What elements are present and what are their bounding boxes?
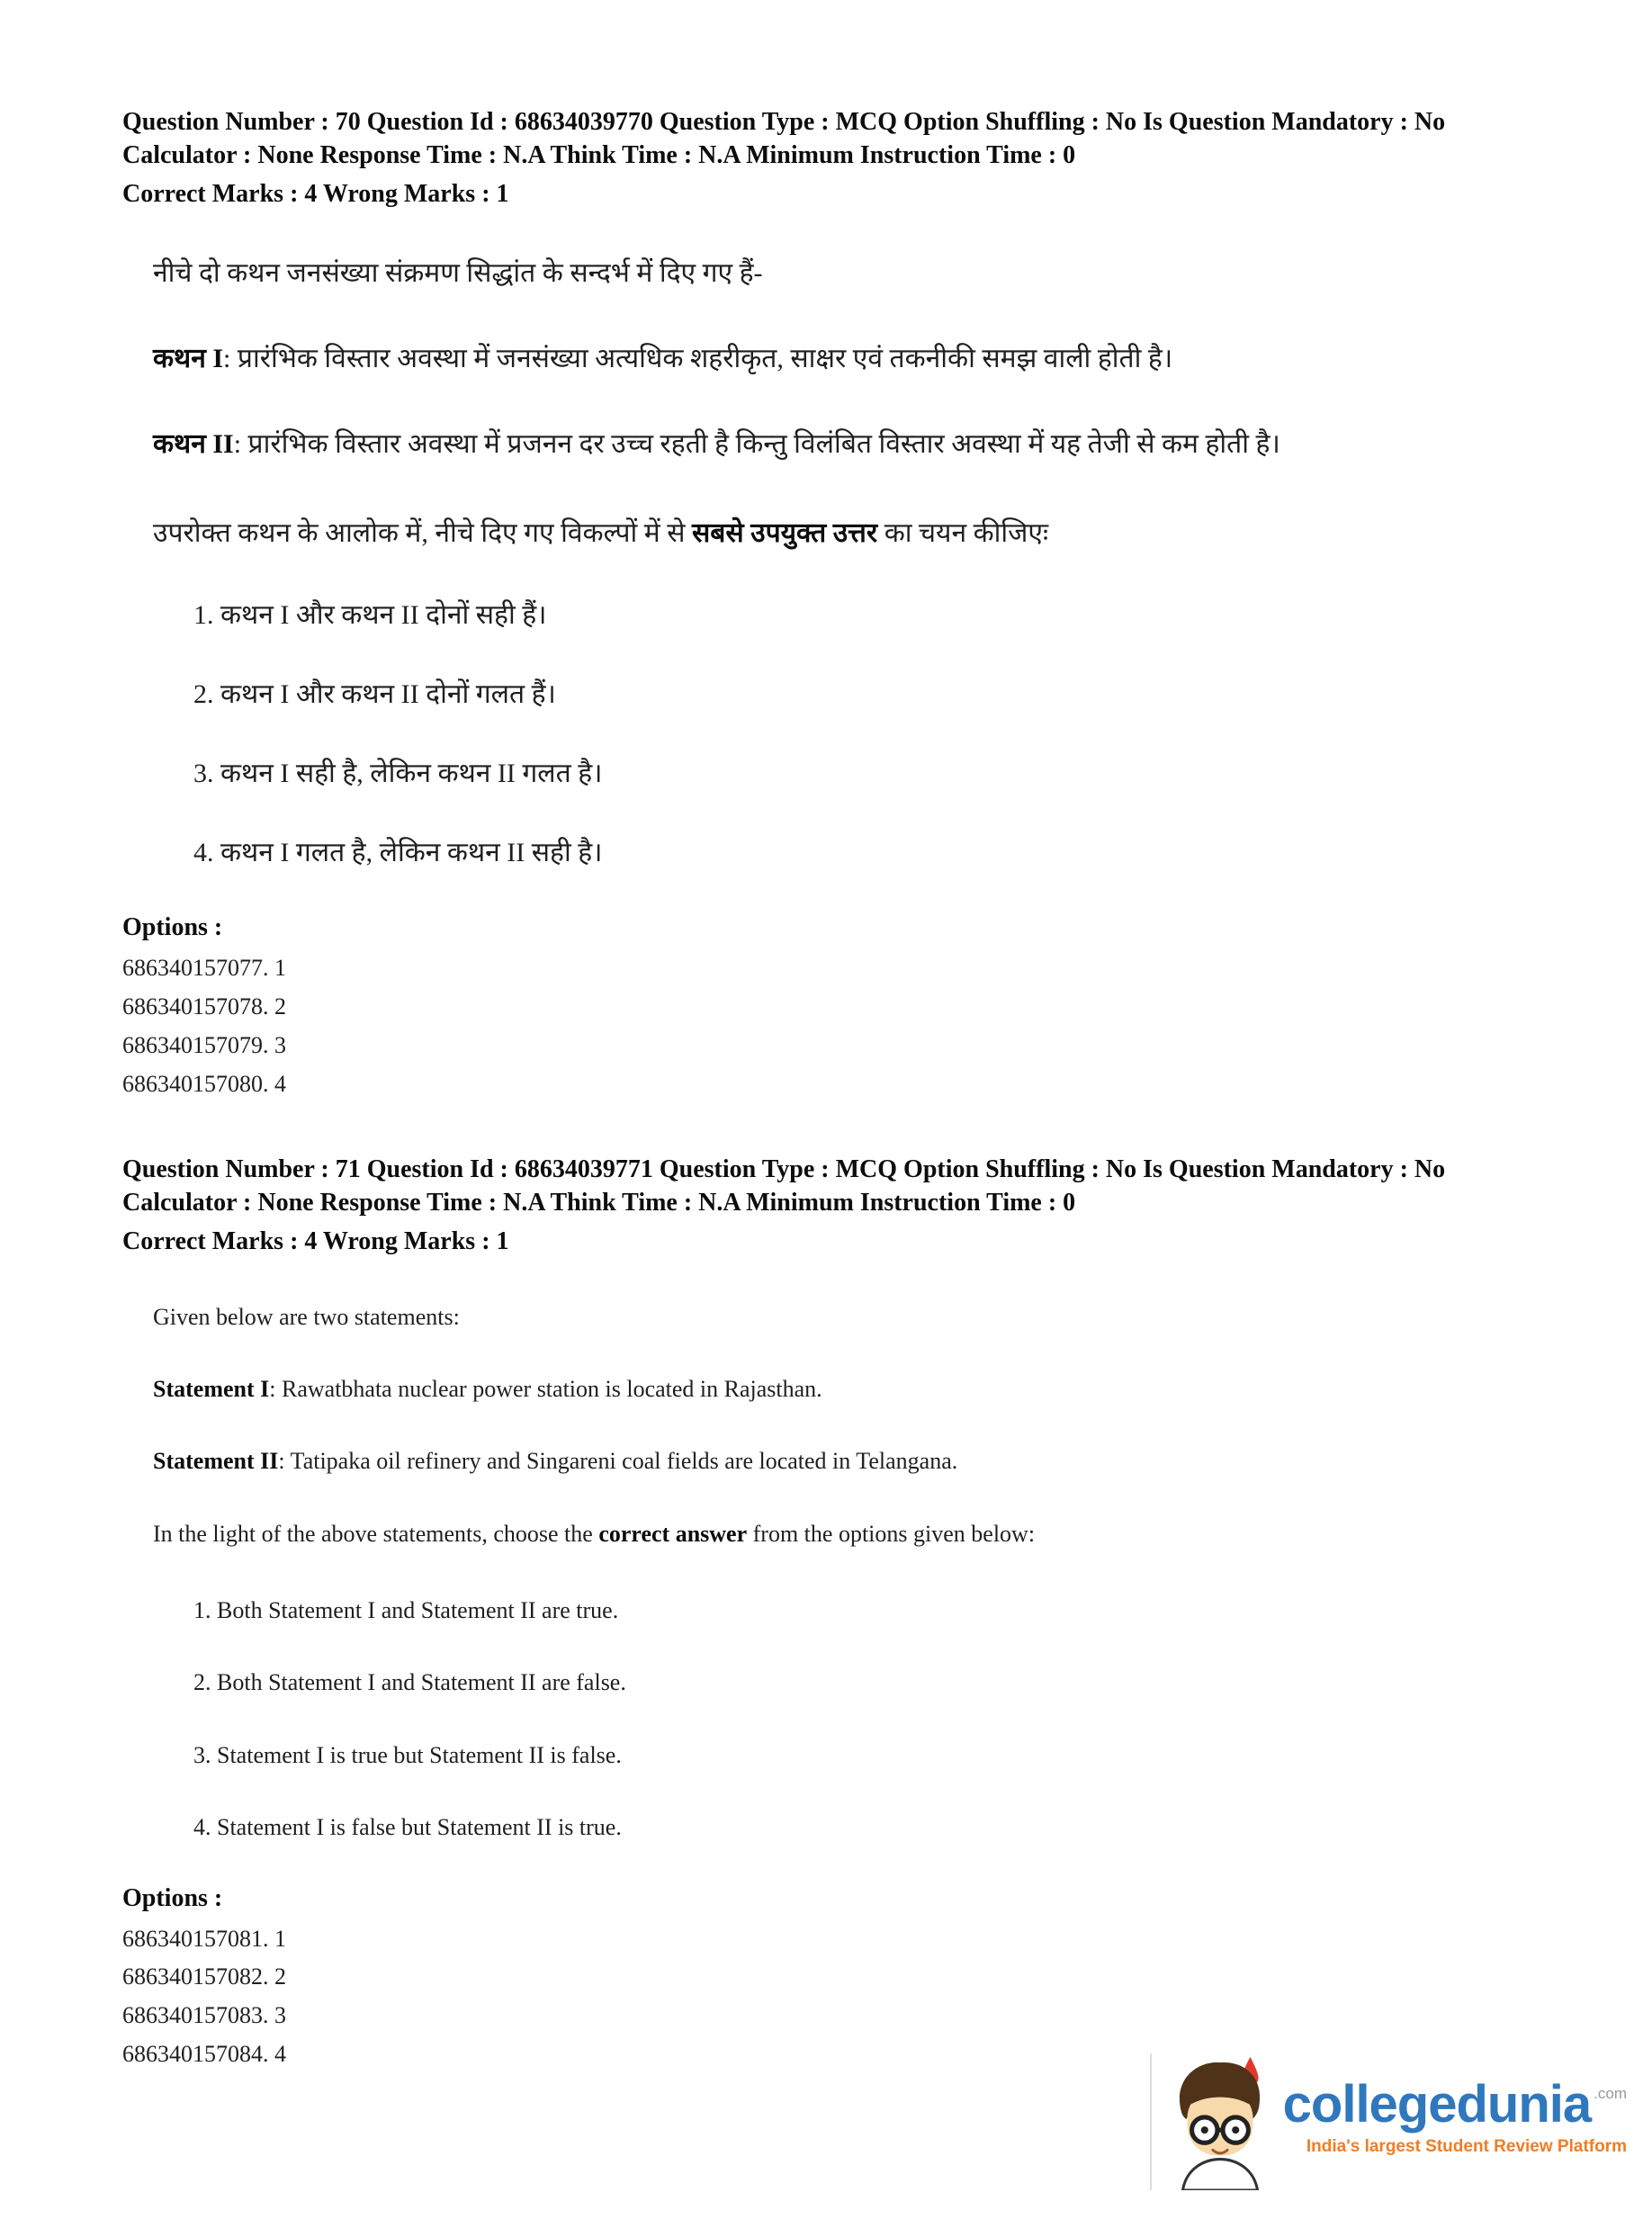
choice-item: 3. कथन I सही है, लेकिन कथन II गलत है।: [193, 758, 603, 788]
choice-item: 4. कथन I गलत है, लेकिन कथन II सही है।: [193, 837, 603, 867]
choice-item: 1. कथन I और कथन II दोनों सही हैं।: [193, 599, 547, 630]
question-body: [153, 253, 1544, 872]
choice-item: 2. कथन I और कथन II दोनों गलत हैं।: [193, 678, 556, 709]
options-label: Options :: [122, 912, 223, 941]
option-id-item: 686340157077. 1: [122, 954, 286, 981]
option-id-item: 686340157080. 4: [122, 1070, 286, 1097]
question-intro: नीचे दो कथन जनसंख्या संक्रमण सिद्धांत के सन्दर्भ में दिए गए हैं-: [153, 257, 763, 288]
option-id-item: 686340157078. 2: [122, 993, 286, 1020]
choice-list: [193, 597, 1544, 872]
choice-item: 1. Both Statement I and Statement II are true.: [193, 1597, 619, 1624]
question-body: [153, 1300, 1544, 1844]
brand-block: [1282, 2074, 1627, 2167]
choice-item: 2. Both Statement I and Statement II are false.: [193, 1669, 626, 1696]
brand-domain-suffix: .com: [1594, 2084, 1627, 2102]
marks-line: Correct Marks : 4 Wrong Marks : 1: [122, 1227, 509, 1256]
mascot-icon: [1170, 2053, 1270, 2190]
statement-text: : Rawatbhata nuclear power station is located in Rajasthan.: [269, 1375, 822, 1402]
statement-label: कथन II: [153, 428, 234, 459]
option-id-item: 686340157084. 4: [122, 2041, 286, 2068]
instruction-emphasis: सबसे उपयुक्त उत्तर: [691, 517, 878, 548]
option-id-item: 686340157081. 1: [122, 1925, 286, 1952]
choice-list: [193, 1595, 1544, 1845]
question-meta-header: Question Number : 71 Question Id : 68634039771 Question Type : MCQ Option Shuffling : No Is Question Mandatory : No Calculator : None Response Time : N.A Think Time : N.A Minimum Instruction Time : 0: [122, 1155, 1446, 1217]
option-id-list: [122, 949, 1544, 1104]
option-id-list: [122, 1920, 1544, 2075]
instruction-suffix: का चयन कीजिएः: [877, 517, 1049, 548]
options-label: Options :: [122, 1883, 223, 1912]
instruction-prefix: उपरोक्त कथन के आलोक में, नीचे दिए गए विकल्पों में से: [153, 517, 692, 548]
choice-item: 4. Statement I is false but Statement II is true.: [193, 1814, 622, 1841]
statement-label: Statement I: [153, 1375, 270, 1402]
marks-line: Correct Marks : 4 Wrong Marks : 1: [122, 179, 509, 208]
statement-label: कथन I: [153, 343, 224, 373]
brand-tagline: India's largest Student Review Platform: [1306, 2137, 1627, 2157]
statement-1: [153, 338, 1544, 379]
collegedunia-logo: [1150, 2053, 1627, 2190]
statement-text: : प्रारंभिक विस्तार अवस्था में जनसंख्या अत्यधिक शहरीकृत, साक्षर एवं तकनीकी समझ वाली होती है।: [223, 343, 1173, 373]
instruction-prefix: In the light of the above statements, choose the: [153, 1521, 599, 1548]
option-id-item: 686340157079. 3: [122, 1031, 286, 1058]
instruction-suffix: from the options given below:: [747, 1521, 1036, 1548]
statement-2: [153, 424, 1544, 464]
statement-2: [153, 1444, 1544, 1478]
question-meta-header: Question Number : 70 Question Id : 68634039770 Question Type : MCQ Option Shuffling : No Is Question Mandatory : No Calculator : None Response Time : N.A Think Time : N.A Minimum Instruction Time : 0: [122, 108, 1446, 169]
question-intro: Given below are two statements:: [153, 1304, 460, 1331]
answer-instruction: [153, 1517, 1544, 1551]
brand-wordmark: collegedunia: [1282, 2074, 1592, 2134]
statement-label: Statement II: [153, 1447, 279, 1474]
statement-1: [153, 1372, 1544, 1406]
instruction-emphasis: correct answer: [598, 1521, 748, 1548]
choice-item: 3. Statement I is true but Statement II is false.: [193, 1741, 622, 1768]
statement-text: : प्रारंभिक विस्तार अवस्था में प्रजनन दर उच्च रहती है किन्तु विलंबित विस्तार अवस्था में यह तेजी से कम होती है।: [233, 428, 1280, 459]
answer-instruction: [153, 513, 1544, 553]
option-id-item: 686340157082. 2: [122, 1963, 286, 1990]
option-id-item: 686340157083. 3: [122, 2002, 286, 2029]
question-71: [122, 1154, 1544, 2074]
question-70: [122, 106, 1544, 1103]
statement-text: : Tatipaka oil refinery and Singareni coal fields are located in Telangana.: [278, 1447, 958, 1474]
